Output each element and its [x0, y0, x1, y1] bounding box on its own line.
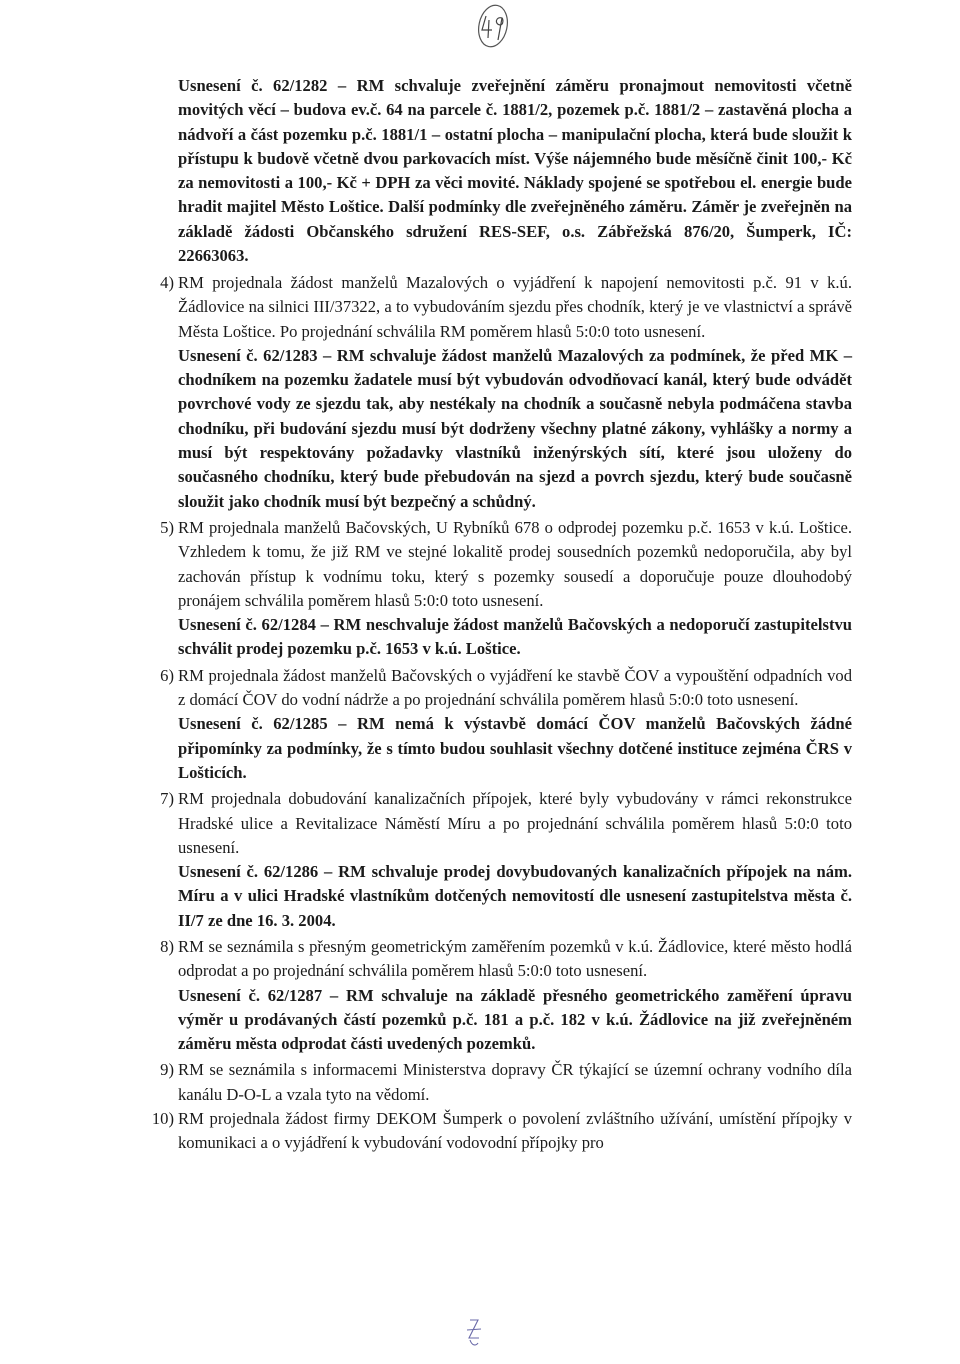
- item-text: RM projednala žádost manželů Bačovských o vyjádření ke stavbě ČOV a vypouštění odpadních vod z domácí ČOV do vodní nádrže a po projednání schválila poměrem hlasů 5:0:0 toto usnesení.: [178, 665, 852, 710]
- agenda-item-9: [160, 1058, 852, 1107]
- agenda-item-6: [160, 664, 852, 713]
- item-text: RM projednala dobudování kanalizačních přípojek, které byly vybudovány v rámci rekonstrukce Hradské ulice a Revitalizace Náměstí Míru a po projednání schválila poměrem hlasů 5:0:0 toto usnesení.: [178, 789, 852, 857]
- item-text: RM projednala žádost manželů Mazalových o vyjádření k napojení nemovitosti p.č. 91 v k.ú. Žádlovice na silnici III/37322, a to vybudováním sjezdu přes chodník, který je ve vlastnictví a správě Města Loštice. Po projednání schválila RM poměrem hlasů 5:0:0 toto usnesení.: [178, 272, 852, 341]
- item-text: RM se seznámila s přesným geometrickým zaměřením pozemků v k.ú. Žádlovice, které město hodlá odprodat a po projednání schválila poměrem hlasů 5:0:0 toto usnesení.: [178, 936, 852, 981]
- document-body: [0, 74, 960, 1156]
- item-text: RM projednala manželů Bačovských, U Rybníků 678 o odprodej pozemku p.č. 1653 v k.ú. Loštice. Vzhledem k tomu, že již RM ve stejné lokalitě prodej sousedních pozemků nedoporučila, aby byl zachován přístup k vodnímu toku, který s pozemky sousedí a doporučuje pouze dlouhodobý pronájem schválila poměrem hlasů 5:0:0 toto usnesení.: [178, 517, 852, 610]
- resolution-62-1286: Usnesení č. 62/1286 – RM schvaluje prodej dovybudovaných kanalizačních přípojek na nám. Míru a v ulici Hradské vlastníkům dotčených nemovitostí dle usnesení zastupitelstva města č. II/7 ze dne 16. 3. 2004.: [178, 862, 852, 930]
- item-number: 4): [160, 272, 174, 292]
- item-number: 5): [160, 517, 174, 537]
- handwritten-footer-mark: [464, 1316, 484, 1348]
- agenda-item-5: [160, 516, 852, 613]
- resolution-62-1283: Usnesení č. 62/1283 – RM schvaluje žádost manželů Mazalových za podmínek, že před MK – chodníkem na pozemku žadatele musí být vybudován odvodňovací kanál, který bude odvádět povrchové vody ze sjezdu tak, aby nestékaly na chodník a současně nebyla podmáčena stavba chodníku, při budování sjezdu musí být dodrženy všechny platné zákony, vyhlášky a normy a musí být respektovány požadavky vlastníků inženýrských sítí, které jsou uloženy do současného chodníku, který bude přebudován na sjezd a povrch sjezdu, který bude současně sloužit jako chodník musí být bezpečný a schůdný.: [178, 345, 852, 511]
- agenda-item-8: [160, 935, 852, 984]
- item-number: 10): [151, 1109, 174, 1129]
- resolution-62-1284: Usnesení č. 62/1284 – RM neschvaluje žádost manželů Bačovských a nedoporučí zastupitelstvu schválit prodej pozemku p.č. 1653 v k.ú. Loštice.: [178, 615, 852, 659]
- handwritten-page-number: [470, 2, 516, 50]
- resolution-62-1282: Usnesení č. 62/1282 – RM schvaluje zveřejnění záměru pronajmout nemovitosti včetně movitých věcí – budova ev.č. 64 na parcele č. 1881/2, pozemek p.č. 1881/2 – zastavěná plocha a nádvoří a část pozemku p.č. 1881/1 – ostatní plocha – manipulační plocha, která bude sloužit k přístupu k budově včetně dvou parkovacích míst. Výše nájemného bude měsíčně činit 100,- Kč za nemovitosti a 100,- Kč + DPH za věci movité. Náklady spojené se spotřebou el. energie bude hradit majitel Město Loštice. Další podmínky dle zveřejněného záměru. Záměr je zveřejněn na základě žádosti Občanského sdružení RES-SEF, o.s. Zábřežská 876/20, Šumperk, IČ: 22663063.: [178, 76, 852, 266]
- item-text: RM se seznámila s informacemi Ministerstva dopravy ČR týkající se územní ochrany vodního díla kanálu D-O-L a vzala tyto na vědomí.: [178, 1060, 852, 1104]
- agenda-item-4: [160, 271, 852, 344]
- agenda-item-10: [151, 1107, 852, 1156]
- agenda-item-7: [160, 787, 852, 860]
- item-number: 6): [160, 665, 174, 685]
- item-number: 9): [160, 1060, 174, 1080]
- item-number: 8): [160, 936, 174, 956]
- item-number: 7): [160, 789, 174, 809]
- resolution-62-1285: Usnesení č. 62/1285 – RM nemá k výstavbě domácí ČOV manželů Bačovských žádné připomínky za podmínky, že s tímto budou souhlasit všechny dotčené instituce zejména ČRS v Lošticích.: [178, 714, 852, 782]
- resolution-62-1287: Usnesení č. 62/1287 – RM schvaluje na základě přesného geometrického zaměření úpravu výměr u prodávaných částí pozemků p.č. 181 a p.č. 182 v k.ú. Žádlovice na již zveřejněném záměru města odprodat části uvedených pozemků.: [178, 985, 852, 1054]
- item-text: RM projednala žádost firmy DEKOM Šumperk o povolení zvláštního užívání, umístění přípojky v komunikaci a o vyjádření k vybudování vodovodní přípojky pro: [178, 1109, 852, 1153]
